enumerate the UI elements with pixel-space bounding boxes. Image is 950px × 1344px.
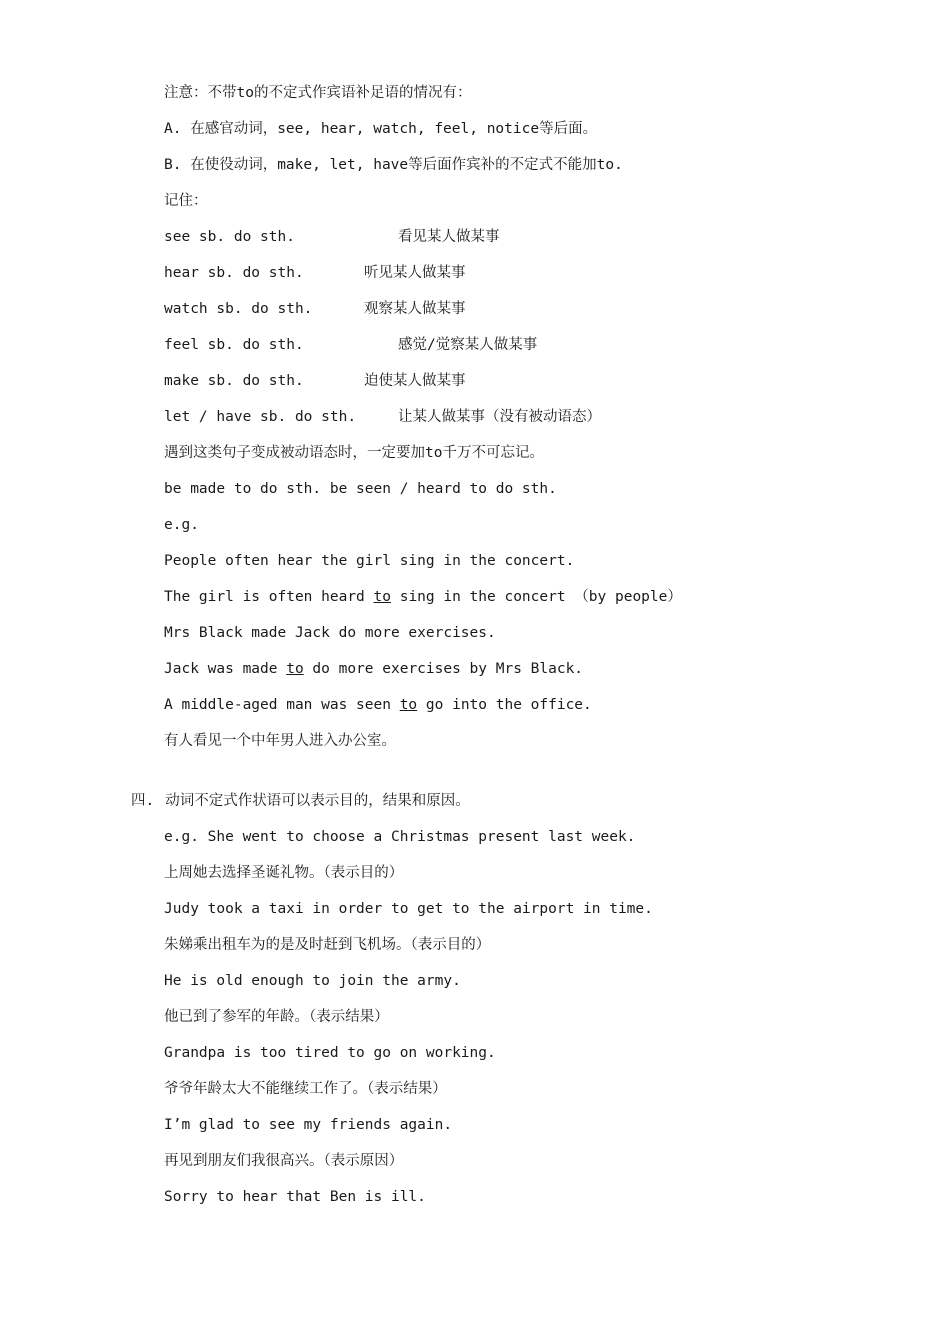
section-number: 四.	[131, 793, 155, 809]
phrase-zh: 看见某人做某事	[398, 229, 500, 245]
section-line: 爷爷年龄太大不能继续工作了。（表示结果）	[164, 1081, 447, 1097]
note-item-a: A. 在感官动词，see, hear, watch, feel, notice等后面。	[164, 121, 598, 137]
underlined-to: to	[399, 697, 418, 713]
passive-note: 遇到这类句子变成被动语态时，一定要加to千万不可忘记。	[164, 445, 544, 461]
phrase-zh: 让某人做某事（没有被动语态）	[398, 409, 601, 425]
example-sentence	[164, 659, 583, 679]
phrase-zh: 听见某人做某事	[364, 265, 466, 281]
section-title: 动词不定式作状语可以表示目的，结果和原因。	[165, 793, 470, 809]
example-text: sing in the concert （by people）	[390, 589, 682, 605]
section-line: 上周她去选择圣诞礼物。（表示目的）	[164, 865, 404, 881]
phrase-zh: 观察某人做某事	[364, 301, 466, 317]
section-line: Grandpa is too tired to go on working.	[164, 1045, 496, 1061]
example-sentence	[164, 695, 592, 715]
phrase-en: make sb. do sth.	[164, 373, 304, 389]
phrase-en: hear sb. do sth.	[164, 265, 304, 281]
remember-label: 记住：	[164, 193, 208, 209]
phrase-en: let / have sb. do sth.	[164, 409, 357, 425]
phrase-zh: 感觉/觉察某人做某事	[398, 337, 538, 353]
section-line: Judy took a taxi in order to get to the airport in time.	[164, 901, 653, 917]
section-line: He is old enough to join the army.	[164, 973, 461, 989]
phrase-zh: 迫使某人做某事	[364, 373, 466, 389]
example-text: Jack was made	[164, 661, 287, 677]
section-line: 他已到了参军的年龄。（表示结果）	[164, 1009, 389, 1025]
section-line: 朱娣乘出租车为的是及时赶到飞机场。（表示目的）	[164, 937, 491, 953]
section-4-heading	[131, 791, 470, 811]
example-text: go into the office.	[417, 697, 592, 713]
phrase-en: feel sb. do sth.	[164, 337, 304, 353]
underlined-to: to	[373, 589, 391, 605]
passive-form: be made to do sth. be seen / heard to do sth.	[164, 481, 557, 497]
note-item-b: B. 在使役动词，make, let, have等后面作宾补的不定式不能加to.	[164, 157, 623, 173]
eg-label: e.g.	[164, 517, 199, 533]
example-text: The girl is often heard	[164, 589, 374, 605]
underlined-to: to	[286, 661, 304, 677]
example-sentence: Mrs Black made Jack do more exercises.	[164, 625, 496, 641]
section-line: Sorry to hear that Ben is ill.	[164, 1189, 426, 1205]
section-line: e.g. She went to choose a Christmas present last week.	[164, 829, 636, 845]
section-line: 再见到朋友们我很高兴。（表示原因）	[164, 1153, 404, 1169]
phrase-en: see sb. do sth.	[164, 229, 295, 245]
example-sentence	[164, 587, 682, 607]
example-text: do more exercises by Mrs Black.	[303, 661, 584, 677]
example-text: A middle-aged man was seen	[164, 697, 400, 713]
example-translation: 有人看见一个中年男人进入办公室。	[164, 733, 396, 749]
section-line: I’m glad to see my friends again.	[164, 1117, 453, 1133]
example-sentence: People often hear the girl sing in the concert.	[164, 553, 575, 569]
note-title: 注意：不带to的不定式作宾语补足语的情况有：	[164, 85, 472, 101]
phrase-en: watch sb. do sth.	[164, 301, 313, 317]
